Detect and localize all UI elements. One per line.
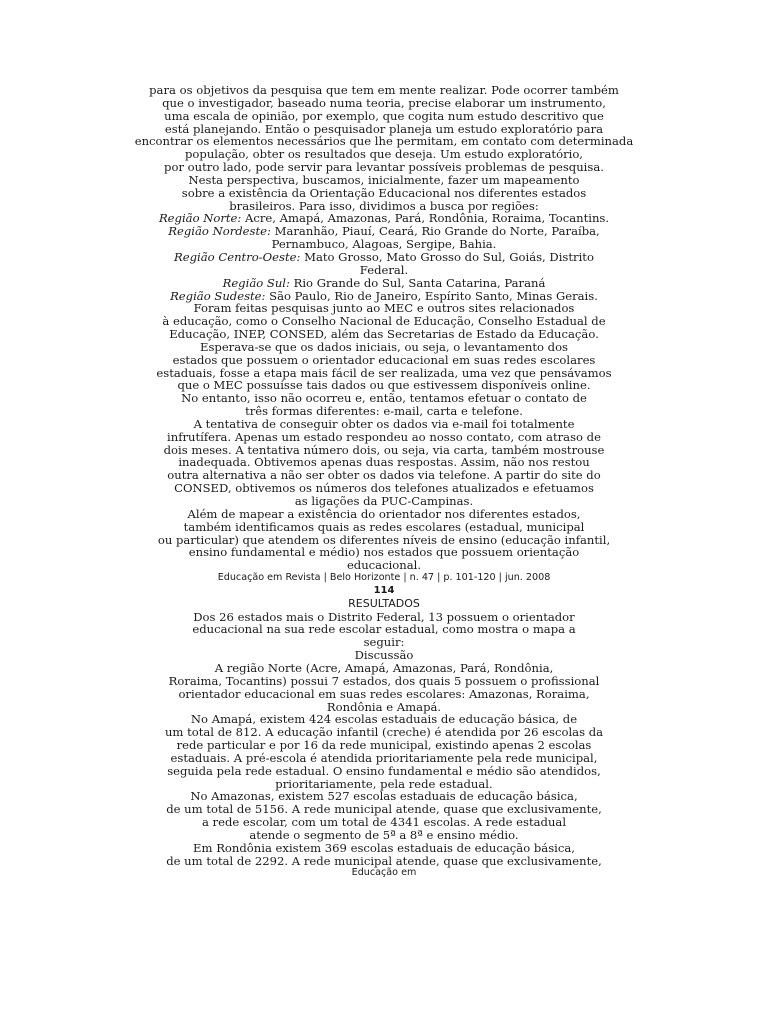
line-text: estados que possuem o orientador educacional em suas redes escolares xyxy=(172,352,596,367)
line-text: Mato Grosso, Mato Grosso do Sul, Goiás, Distrito xyxy=(300,249,594,264)
line-text: infrutífera. Apenas um estado respondeu ao nosso contato, com atraso de xyxy=(167,429,601,444)
line-text: A tentativa de conseguir obter os dados via e-mail foi totalmente xyxy=(193,416,575,431)
line-text: estaduais, fosse a etapa mais fácil de ser realizada, uma vez que pensávamos xyxy=(156,365,612,380)
line-text: a rede escolar, com um total de 4341 escolas. A rede estadual xyxy=(201,815,567,830)
line-text: população, obter os resultados que deseja. Um estudo exploratório, xyxy=(185,147,583,162)
line-text: RESULTADOS xyxy=(348,596,420,610)
region-label: Região Sul: xyxy=(222,275,290,290)
line-text: por outro lado, pode servir para levantar possíveis problemas de pesquisa. xyxy=(164,160,604,175)
line-text: que o MEC possuísse tais dados ou que estivessem disponíveis online. xyxy=(177,378,591,393)
line-text: Discussão xyxy=(354,648,414,663)
line-text: inadequada. Obtivemos apenas duas respostas. Assim, não nos restou xyxy=(178,455,590,470)
line-text: Rio Grande do Sul, Santa Catarina, Paraná xyxy=(289,275,546,290)
line-text: Em Rondônia existem 369 escolas estaduais de educação básica, xyxy=(193,840,575,855)
line-text: encontrar os elementos necessários que lhe permitam, em contato com determinada xyxy=(134,134,634,149)
line-text: orientador educacional em suas redes escolares: Amazonas, Roraima, xyxy=(178,686,590,701)
line-text: prioritariamente, pela rede estadual. xyxy=(275,776,493,791)
line-text: outra alternativa a não ser obter os dados via telefone. A partir do site do xyxy=(167,468,601,483)
line-text: que o investigador, baseado numa teoria, precise elaborar um instrumento, xyxy=(162,95,606,110)
line-text: à educação, como o Conselho Nacional de Educação, Conselho Estadual de xyxy=(162,314,606,329)
line-text: atende o segmento de 5ª a 8ª e ensino médio. xyxy=(249,827,519,842)
line-text: Educação em Revista | Belo Horizonte | n. 47 | p. 101-120 | jun. 2008 xyxy=(217,572,551,584)
line-text: ensino fundamental e médio) nos estados que possuem orientação xyxy=(188,545,580,560)
line-text: dois meses. A tentativa número dois, ou seja, via carta, também mostrouse xyxy=(163,442,605,457)
line-text: No entanto, isso não ocorreu e, então, tentamos efetuar o contato de xyxy=(181,391,587,406)
line-text: No Amazonas, existem 527 escolas estaduais de educação básica, xyxy=(190,789,578,804)
line-text: educacional na sua rede escolar estadual, como mostra o mapa a xyxy=(192,622,576,637)
line-text: rede particular e por 16 da rede municipal, existindo apenas 2 escolas xyxy=(176,738,592,753)
line-text: Dos 26 estados mais o Distrito Federal, 13 possuem o orientador xyxy=(193,609,575,624)
text-line xyxy=(0,855,768,868)
line-text: Além de mapear a existência do orientador nos diferentes estados, xyxy=(187,506,581,521)
line-text: Pernambuco, Alagoas, Sergipe, Bahia. xyxy=(271,237,497,252)
line-text: 114 xyxy=(373,584,395,596)
line-text: Rondônia e Amapá. xyxy=(326,699,442,714)
line-text: Roraima, Tocantins) possui 7 estados, dos quais 5 possuem o profissional xyxy=(168,673,600,688)
line-text: No Amapá, existem 424 escolas estaduais de educação básica, de xyxy=(190,712,578,727)
line-text: Federal. xyxy=(359,262,409,277)
line-text: Foram feitas pesquisas junto ao MEC e outros sites relacionados xyxy=(193,301,575,316)
line-text: está planejando. Então o pesquisador planeja um estudo exploratório para xyxy=(164,121,604,136)
running-footer xyxy=(0,572,768,585)
line-text: três formas diferentes: e-mail, carta e telefone. xyxy=(245,404,523,419)
line-text: Maranhão, Piauí, Ceará, Rio Grande do Norte, Paraíba, xyxy=(270,224,600,239)
line-text: A região Norte (Acre, Amapá, Amazonas, Pará, Rondônia, xyxy=(214,660,554,675)
line-text: educacional. xyxy=(346,558,422,573)
line-text: Nesta perspectiva, buscamos, inicialmente, fazer um mapeamento xyxy=(188,172,580,187)
line-text: estaduais. A pré-escola é atendida prioritariamente pela rede municipal, xyxy=(170,750,598,765)
line-text: CONSED, obtivemos os números dos telefones atualizados e efetuamos xyxy=(174,481,594,496)
line-text: seguida pela rede estadual. O ensino fundamental e médio são atendidos, xyxy=(167,763,601,778)
line-text: Educação em xyxy=(351,867,417,879)
line-text: brasileiros. Para isso, dividimos a busca por regiões: xyxy=(229,198,539,213)
line-text: Educação, INEP, CONSED, além das Secretarias de Estado da Educação. xyxy=(169,327,599,342)
line-text: as ligações da PUC-Campinas. xyxy=(294,494,474,508)
text-line xyxy=(0,559,768,572)
line-text: um total de 812. A educação infantil (creche) é atendida por 26 escolas da xyxy=(164,725,604,740)
line-text: também identificamos quais as redes escolares (estadual, municipal xyxy=(183,519,585,534)
line-text: Acre, Amapá, Amazonas, Pará, Rondônia, Roraima, Tocantins. xyxy=(241,211,610,226)
running-footer xyxy=(0,867,768,880)
line-text: ou particular) que atendem os diferentes níveis de ensino (educação infantil, xyxy=(157,532,611,547)
line-text: São Paulo, Rio de Janeiro, Espírito Santo, Minas Gerais. xyxy=(265,288,598,303)
line-text: Esperava-se que os dados iniciais, ou seja, o levantamento dos xyxy=(199,339,569,354)
line-text: de um total de 5156. A rede municipal atende, quase que exclusivamente, xyxy=(166,802,602,817)
region-label: Região Nordeste: xyxy=(168,224,271,239)
document-page xyxy=(0,84,768,880)
region-label: Região Sudeste: xyxy=(170,288,266,303)
line-text: para os objetivos da pesquisa que tem em mente realizar. Pode ocorrer também xyxy=(149,83,619,97)
region-label: Região Norte: xyxy=(158,211,242,226)
line-text: de um total de 2292. A rede municipal atende, quase que exclusivamente, xyxy=(166,853,602,868)
line-text: sobre a existência da Orientação Educacional nos diferentes estados xyxy=(181,185,587,200)
line-text: seguir: xyxy=(363,635,405,650)
line-text: uma escala de opinião, por exemplo, que cogita num estudo descritivo que xyxy=(164,108,604,123)
region-label: Região Centro-Oeste: xyxy=(174,249,301,264)
